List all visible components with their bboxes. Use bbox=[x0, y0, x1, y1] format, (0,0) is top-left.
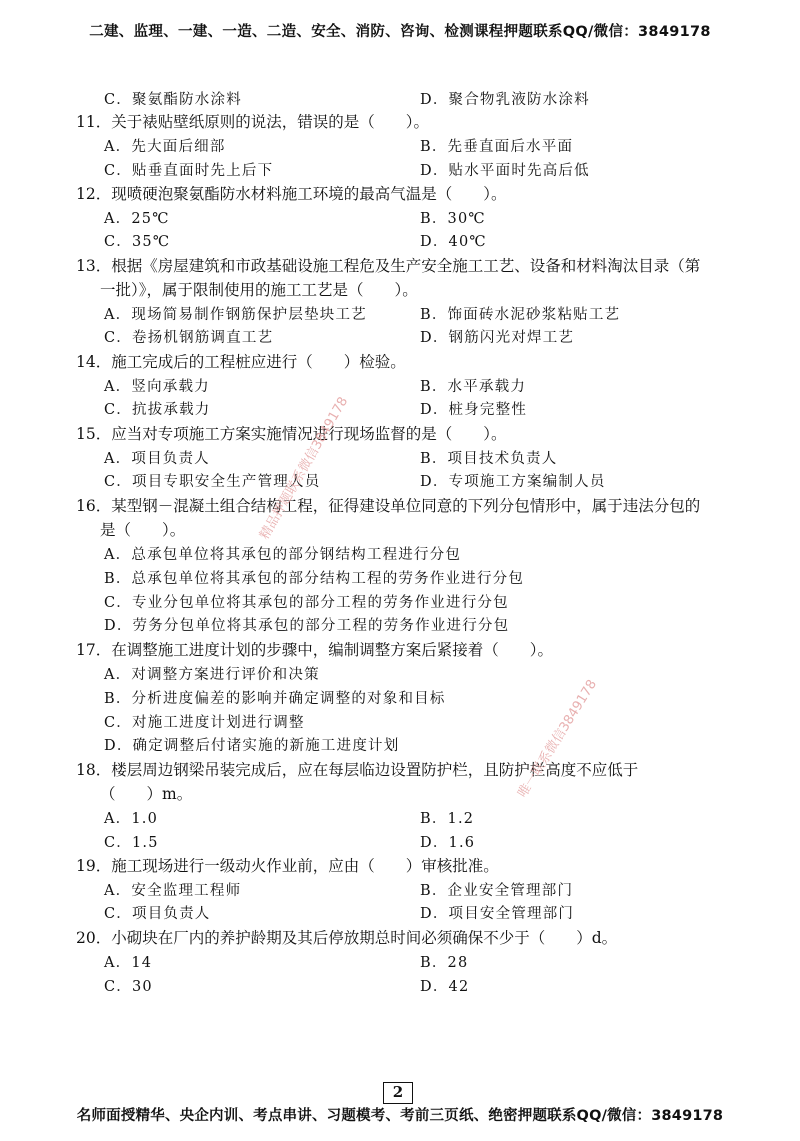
q12-option-d: D．40℃ bbox=[420, 234, 487, 250]
q19-option-b: B．企业安全管理部门 bbox=[420, 883, 574, 899]
q17-option-c: C．对施工进度计划进行调整 bbox=[104, 715, 305, 731]
q16-option-a: A．总承包单位将其承包的部分钢结构工程进行分包 bbox=[104, 547, 462, 563]
page-number: 2 bbox=[383, 1082, 413, 1104]
q18-stem-line2: （ ）m。 bbox=[100, 785, 193, 803]
q17-option-b: B．分析进度偏差的影响并确定调整的对象和目标 bbox=[104, 691, 446, 707]
q13-option-b: B．饰面砖水泥砂浆粘贴工艺 bbox=[420, 307, 621, 323]
q18-stem-line1: 18．楼层周边钢梁吊装完成后，应在每层临边设置防护栏，且防护栏高度不应低于 bbox=[76, 761, 639, 779]
q13-stem-line2: 一批）》，属于限制使用的施工工艺是（ ）。 bbox=[100, 281, 418, 299]
q14-option-b: B．水平承载力 bbox=[420, 379, 527, 395]
page-header: 二建、监理、一建、一造、二造、安全、消防、咨询、检测课程押题联系QQ/微信：3849178 bbox=[89, 24, 711, 40]
q15-option-d: D．专项施工方案编制人员 bbox=[420, 474, 606, 490]
q20-option-a: A．14 bbox=[104, 955, 153, 971]
q12-option-b: B．30℃ bbox=[420, 211, 486, 227]
q12-option-c: C．35℃ bbox=[104, 234, 171, 250]
q20-stem: 20．小砌块在厂内的养护龄期及其后停放期总时间必须确保不少于（ ）d。 bbox=[76, 929, 618, 947]
q18-option-b: B．1.2 bbox=[420, 811, 475, 827]
q12-stem: 12．现喷硬泡聚氨酯防水材料施工环境的最高气温是（ ）。 bbox=[76, 185, 507, 203]
q16-option-c: C．专业分包单位将其承包的部分工程的劳务作业进行分包 bbox=[104, 595, 509, 611]
q15-option-a: A．项目负责人 bbox=[104, 451, 210, 467]
q16-stem-line1: 16．某型钢－混凝土组合结构工程，征得建设单位同意的下列分包情形中，属于违法分包的 bbox=[76, 497, 701, 515]
q15-option-c: C．项目专职安全生产管理人员 bbox=[104, 474, 321, 490]
q17-option-d: D．确定调整后付诸实施的新施工进度计划 bbox=[104, 738, 400, 754]
q13-option-d: D．钢筋闪光对焊工艺 bbox=[420, 330, 575, 346]
q13-option-a: A．现场简易制作钢筋保护层垫块工艺 bbox=[104, 307, 367, 323]
q10-option-d: D．聚合物乳液防水涂料 bbox=[420, 92, 590, 108]
q20-option-b: B．28 bbox=[420, 955, 469, 971]
q15-option-b: B．项目技术负责人 bbox=[420, 451, 558, 467]
q11-option-a: A．先大面后细部 bbox=[104, 139, 226, 155]
q19-stem: 19．施工现场进行一级动火作业前，应由（ ）审核批准。 bbox=[76, 857, 499, 875]
q19-option-c: C．项目负责人 bbox=[104, 906, 211, 922]
watermark-1: 精品押题联系微信3849178 bbox=[257, 394, 352, 543]
q14-option-a: A．竖向承载力 bbox=[104, 379, 210, 395]
q17-stem: 17．在调整施工进度计划的步骤中，编制调整方案后紧接着（ ）。 bbox=[76, 641, 553, 659]
q16-stem-line2: 是（ ）。 bbox=[100, 521, 186, 539]
q11-option-b: B．先垂直面后水平面 bbox=[420, 139, 574, 155]
q19-option-a: A．安全监理工程师 bbox=[104, 883, 242, 899]
q16-option-b: B．总承包单位将其承包的部分结构工程的劳务作业进行分包 bbox=[104, 571, 525, 587]
q11-stem: 11．关于裱贴壁纸原则的说法，错误的是（ ）。 bbox=[76, 113, 429, 131]
q14-stem: 14．施工完成后的工程桩应进行（ ）检验。 bbox=[76, 353, 406, 371]
q12-option-a: A．25℃ bbox=[104, 211, 170, 227]
q13-option-c: C．卷扬机钢筋调直工艺 bbox=[104, 330, 274, 346]
q11-option-d: D．贴水平面时先高后低 bbox=[420, 163, 590, 179]
q20-option-c: C．30 bbox=[104, 979, 153, 995]
q10-option-c: C．聚氨酯防水涂料 bbox=[104, 92, 242, 108]
q13-stem-line1: 13．根据《房屋建筑和市政基础设施工程危及生产安全施工工艺、设备和材料淘汰目录（第 bbox=[76, 257, 701, 275]
q14-option-d: D．桩身完整性 bbox=[420, 402, 528, 418]
q15-stem: 15．应当对专项施工方案实施情况进行现场监督的是（ ）。 bbox=[76, 425, 507, 443]
page-footer: 名师面授精华、央企内训、考点串讲、习题模考、考前三页纸、绝密押题联系QQ/微信：3849178 bbox=[76, 1108, 724, 1124]
q20-option-d: D．42 bbox=[420, 979, 470, 995]
q16-option-d: D．劳务分包单位将其承包的部分工程的劳务作业进行分包 bbox=[104, 618, 510, 634]
q18-option-c: C．1.5 bbox=[104, 835, 159, 851]
q14-option-c: C．抗拔承载力 bbox=[104, 402, 211, 418]
q18-option-a: A．1.0 bbox=[104, 811, 159, 827]
q18-option-d: D．1.6 bbox=[420, 835, 476, 851]
q11-option-c: C．贴垂直面时先上后下 bbox=[104, 163, 274, 179]
watermark-2: 唯一联系微信3849178 bbox=[515, 677, 601, 801]
q17-option-a: A．对调整方案进行评价和决策 bbox=[104, 667, 320, 683]
q19-option-d: D．项目安全管理部门 bbox=[420, 906, 575, 922]
